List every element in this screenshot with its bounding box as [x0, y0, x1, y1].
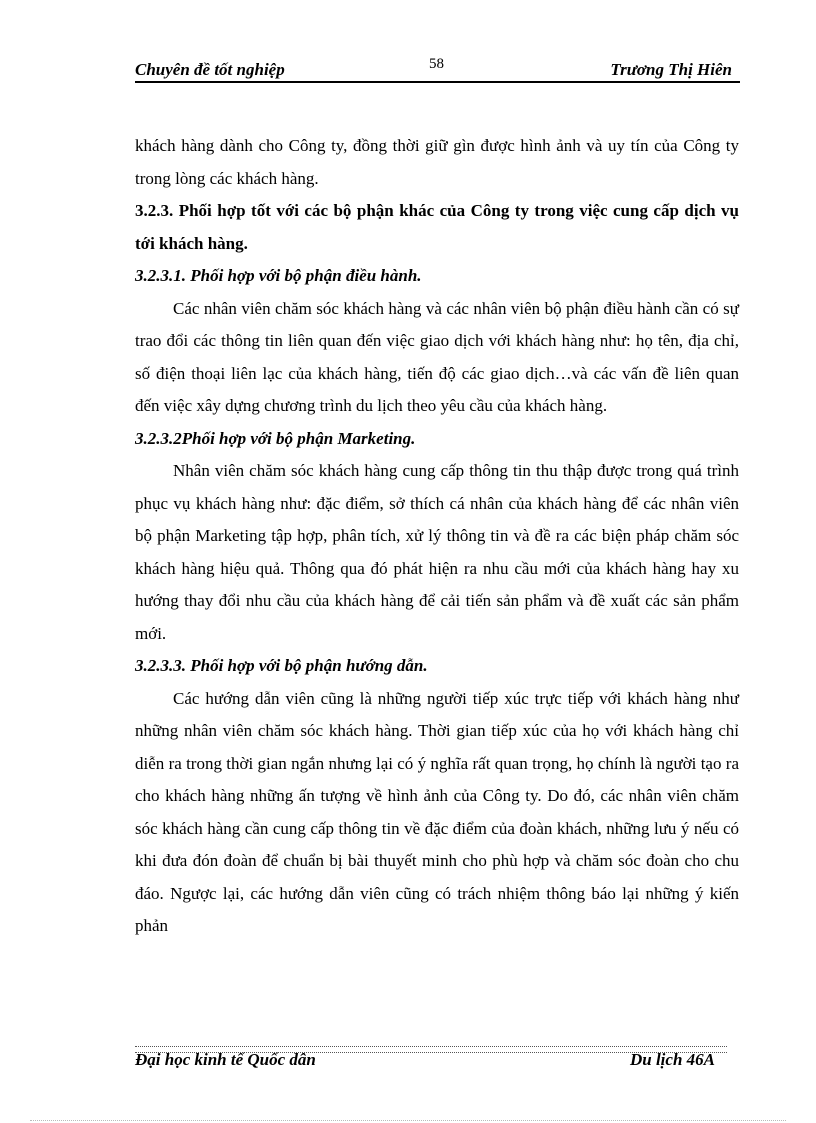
paragraph-huong-dan: Các hướng dẫn viên cũng là những người tiếp xúc trực tiếp với khách hàng như những nhân viên chăm sóc khách hàng. Thời gian tiếp xúc của họ với khách hàng chỉ diễn ra trong thời gian ngắn nhưng lại có ý nghĩa rất quan trọng, họ chính là người tạo ra cho khách hàng những ấn tượng về hình ảnh của Công ty. Do đó, các nhân viên chăm sóc khách hàng cần cung cấp thông tin về đặc điểm của đoàn khách, những lưu ý nếu có khi đưa đón đoàn để chuẩn bị bài thuyết minh cho phù hợp và chăm sóc đoàn cho chu đáo. Ngược lại, các hướng dẫn viên cũng có trách nhiệm thông báo lại những ý kiến phản [135, 688, 739, 935]
section-heading-3-2-3: 3.2.3. Phối hợp tốt với các bộ phận khác của Công ty trong việc cung cấp dịch vụ tới khách hàng. [135, 201, 739, 253]
paragraph-dieu-hanh: Các nhân viên chăm sóc khách hàng và các nhân viên bộ phận điều hành cần có sự trao đổi các thông tin liên quan đến việc giao dịch với khách hàng như: họ tên, địa chỉ, số điện thoại liên lạc của khách hàng, tiến độ các giao dịch…và các vấn đề liên quan đến việc xây dựng chương trình du lịch theo yêu cầu của khách hàng. [135, 298, 739, 415]
footer-class: Du lịch 46A [629, 1050, 715, 1069]
page-edge-line [30, 1120, 786, 1121]
subsection-heading-3-2-3-1: 3.2.3.1. Phối hợp với bộ phận điều hành. [135, 266, 422, 285]
header-author: Trương Thị Hiên [610, 60, 732, 79]
footer-university: Đại học kinh tế Quốc dân [135, 1050, 316, 1069]
header-title: Chuyên đề tốt nghiệp [135, 60, 285, 79]
page-footer [135, 1050, 727, 1072]
header-divider [135, 81, 740, 83]
subsection-heading-3-2-3-3: 3.2.3.3. Phối hợp với bộ phận hướng dẫn. [135, 656, 428, 675]
page-header [135, 56, 740, 82]
paragraph-continuation: khách hàng dành cho Công ty, đồng thời giữ gìn được hình ảnh và uy tín của Công ty trong lòng các khách hàng. [135, 136, 739, 188]
page-number: 58 [429, 56, 444, 72]
document-body [135, 130, 739, 943]
paragraph-marketing: Nhân viên chăm sóc khách hàng cung cấp thông tin thu thập được trong quá trình phục vụ khách hàng như: đặc điểm, sở thích cá nhân của khách hàng để các nhân viên bộ phận Marketing tập hợp, phân tích, xử lý thông tin và đề ra các biện pháp chăm sóc khách hàng hiệu quả. Thông qua đó phát hiện ra nhu cầu mới của khách hàng hay xu hướng thay đổi nhu cầu của khách hàng để cải tiến sản phẩm và đề xuất các sản phẩm mới. [135, 461, 739, 643]
subsection-heading-3-2-3-2: 3.2.3.2Phối hợp với bộ phận Marketing. [135, 428, 416, 448]
